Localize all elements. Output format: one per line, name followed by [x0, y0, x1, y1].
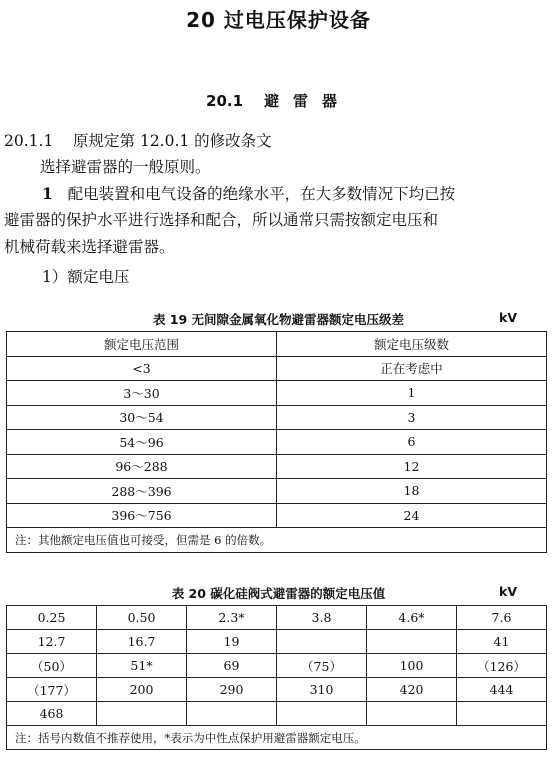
table-cell: 0.25	[7, 606, 97, 630]
table-row	[7, 405, 547, 430]
table-cell	[277, 630, 367, 654]
table-row	[7, 430, 547, 455]
table-cell: 19	[187, 630, 277, 654]
table-cell: 16.7	[97, 630, 187, 654]
table-cell: <3	[7, 356, 277, 381]
section-number: 20.1	[206, 92, 244, 110]
table-cell: 12.7	[7, 630, 97, 654]
table-cell: 正在考虑中	[277, 356, 547, 381]
table-cell: 69	[187, 654, 277, 678]
table-cell: （75）	[277, 654, 367, 678]
table20-note-row	[7, 726, 547, 750]
section-name: 避雷器	[263, 92, 351, 110]
table19-header-cell: 额定电压级数	[277, 332, 547, 357]
table-cell: 30～54	[7, 405, 277, 430]
table-cell: 51*	[97, 654, 187, 678]
table-cell	[457, 702, 547, 726]
table-cell	[277, 702, 367, 726]
section-title	[0, 90, 557, 111]
table-cell: 0.50	[97, 606, 187, 630]
table-cell: 200	[97, 678, 187, 702]
intro-text: 选择避雷器的一般原则。	[40, 158, 211, 176]
table-cell: （50）	[7, 654, 97, 678]
table-row	[7, 702, 547, 726]
table-cell: 1	[277, 381, 547, 406]
table-row	[7, 381, 547, 406]
table-cell: 3.8	[277, 606, 367, 630]
table19-header-row	[7, 332, 547, 357]
clause-line	[4, 134, 272, 150]
table-cell: 96～288	[7, 454, 277, 479]
table-row	[7, 678, 547, 702]
table-cell: 12	[277, 454, 547, 479]
principle-line-3: 机械荷载来选择避雷器。	[4, 238, 175, 256]
table-cell: 100	[367, 654, 457, 678]
table-cell: 420	[367, 678, 457, 702]
table-cell: 4.6*	[367, 606, 457, 630]
principle-text-1: 配电装置和电气设备的绝缘水平，在大多数情况下均已按	[67, 185, 456, 203]
table-row	[7, 454, 547, 479]
principle-line-1	[42, 186, 455, 203]
table19-caption: 表 19 无间隙金属氧化物避雷器额定电压级差	[152, 312, 405, 327]
table-cell: 18	[277, 479, 547, 504]
table-cell: 7.6	[457, 606, 547, 630]
table20-unit: kV	[499, 584, 517, 599]
table-cell: 6	[277, 430, 547, 455]
table20	[6, 605, 547, 750]
table19	[6, 331, 547, 553]
table-row	[7, 654, 547, 678]
subitem-text: 1）额定电压	[42, 268, 130, 286]
table-row	[7, 606, 547, 630]
table19-note-row	[7, 528, 547, 553]
table-row	[7, 630, 547, 654]
table-cell: 41	[457, 630, 547, 654]
table-cell: （177）	[7, 678, 97, 702]
table19-header-cell: 额定电压范围	[7, 332, 277, 357]
table-cell: 290	[187, 678, 277, 702]
table-cell: 288～396	[7, 479, 277, 504]
table-row	[7, 503, 547, 528]
table-cell: 54～96	[7, 430, 277, 455]
table-cell: 444	[457, 678, 547, 702]
table-cell: 2.3*	[187, 606, 277, 630]
table-cell: 396～756	[7, 503, 277, 528]
table20-caption: 表 20 碳化硅阀式避雷器的额定电压值	[171, 586, 386, 601]
table-cell	[97, 702, 187, 726]
clause-number: 20.1.1	[4, 132, 54, 150]
clause-text: 原规定第 12.0.1 的修改条文	[73, 132, 272, 150]
table-cell: 310	[277, 678, 367, 702]
table-cell	[187, 702, 277, 726]
table19-unit: kV	[499, 310, 517, 325]
table-cell: （126）	[457, 654, 547, 678]
table-cell: 468	[7, 702, 97, 726]
table-cell: 24	[277, 503, 547, 528]
table-cell	[367, 630, 457, 654]
principle-line-2: 避雷器的保护水平进行选择和配合，所以通常只需按额定电压和	[4, 211, 439, 229]
table20-note: 注：括号内数值不推荐使用，*表示为中性点保护用避雷器额定电压。	[7, 726, 547, 750]
table-row	[7, 356, 547, 381]
principle-number: 1	[42, 184, 53, 203]
table-cell	[367, 702, 457, 726]
table-cell: 3～30	[7, 381, 277, 406]
table19-note: 注：其他额定电压值也可接受，但需是 6 的倍数。	[7, 528, 547, 553]
chapter-title: 20 过电压保护设备	[186, 8, 371, 32]
table-cell: 3	[277, 405, 547, 430]
table-row	[7, 479, 547, 504]
